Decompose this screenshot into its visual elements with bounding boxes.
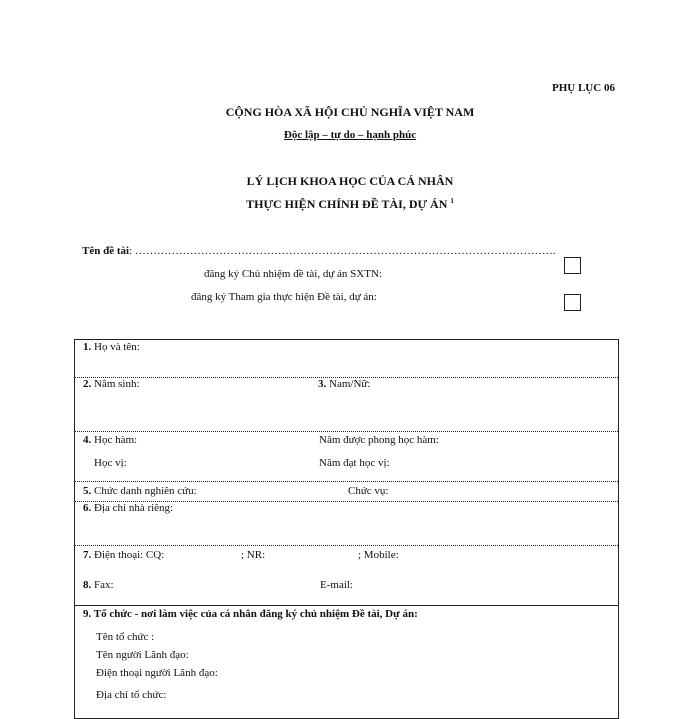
appendix-label: PHỤ LỤC 06: [552, 82, 615, 94]
email-field[interactable]: E-mail:: [320, 579, 353, 591]
mobile-field[interactable]: ; Mobile:: [358, 549, 399, 561]
academic-title-field[interactable]: [83, 434, 137, 446]
birth-year-field[interactable]: [83, 378, 140, 390]
leader-phone-field[interactable]: Điện thoại người Lãnh đạo:: [96, 667, 218, 679]
organization-section-heading: 9. Tổ chức - nơi làm việc của cá nhân đăng ký chủ nhiệm Đề tài, Dự án:: [83, 608, 418, 620]
research-title-field[interactable]: [83, 485, 197, 497]
leader-name-field[interactable]: Tên người Lãnh đạo:: [96, 649, 189, 661]
gender-field[interactable]: [318, 378, 370, 390]
gender-label: Nam/Nữ:: [329, 378, 371, 390]
home-address-field[interactable]: [83, 502, 173, 514]
row-number: 5.: [83, 485, 92, 497]
research-title-label: Chức danh nghiên cứu:: [94, 485, 197, 497]
organization-name-field[interactable]: Tên tổ chức :: [96, 631, 155, 643]
row-number: 6.: [83, 502, 92, 514]
row-number: 3.: [318, 378, 327, 390]
organization-address-field[interactable]: Địa chỉ tổ chức:: [96, 689, 167, 701]
degree-year-field[interactable]: Năm đạt học vị:: [319, 457, 390, 469]
office-phone-field[interactable]: [83, 549, 164, 561]
fax-label: Fax:: [94, 579, 114, 591]
participant-checkbox[interactable]: [564, 294, 581, 311]
motto: [0, 129, 700, 141]
full-name-field[interactable]: [83, 341, 140, 353]
degree-field[interactable]: Học vị:: [94, 457, 127, 469]
option-leader-label: đăng ký Chủ nhiệm đề tài, dự án SXTN:: [204, 268, 382, 280]
position-field[interactable]: Chức vụ:: [348, 485, 389, 497]
academic-title-label: Học hàm:: [94, 434, 138, 446]
option-participant-label: đăng ký Tham gia thực hiện Đề tài, dự án:: [191, 291, 377, 303]
home-address-label: Địa chỉ nhà riêng:: [94, 502, 174, 514]
footnote-mark: 1: [450, 197, 454, 205]
section-divider: [75, 605, 618, 606]
academic-title-year-field[interactable]: Năm được phong học hàm:: [319, 434, 439, 446]
row-number: 2.: [83, 378, 92, 390]
nation-title: CỘNG HÒA XÃ HỘI CHỦ NGHĨA VIỆT NAM: [225, 105, 475, 119]
topic-label: Tên đề tài: [82, 245, 130, 257]
motto-text: Độc lập – tự do – hạnh phúc: [283, 129, 417, 141]
topic-line: [82, 245, 556, 257]
row-number: 4.: [83, 434, 92, 446]
birth-year-label: Năm sinh:: [94, 378, 140, 390]
home-phone-field[interactable]: ; NR:: [241, 549, 266, 561]
row-divider: [75, 431, 618, 432]
row-number: 8.: [83, 579, 92, 591]
row-divider: [75, 545, 618, 546]
full-name-label: Họ và tên:: [94, 341, 140, 353]
title-line2-text: THỰC HIỆN CHÍNH ĐỀ TÀI, DỰ ÁN: [246, 197, 448, 211]
row-number: 7.: [83, 549, 92, 561]
leader-checkbox[interactable]: [564, 257, 581, 274]
document-title-line2: [0, 197, 700, 212]
row-number: 1.: [83, 341, 92, 353]
fax-field[interactable]: [83, 579, 114, 591]
phone-label: Điện thoại: CQ:: [94, 549, 165, 561]
personal-info-table: [74, 339, 619, 719]
row-divider: [75, 481, 618, 482]
document-title-line1: LÝ LỊCH KHOA HỌC CỦA CÁ NHÂN: [246, 174, 454, 188]
topic-dots: : …………………………………………………………………………………………………….: [129, 245, 556, 257]
